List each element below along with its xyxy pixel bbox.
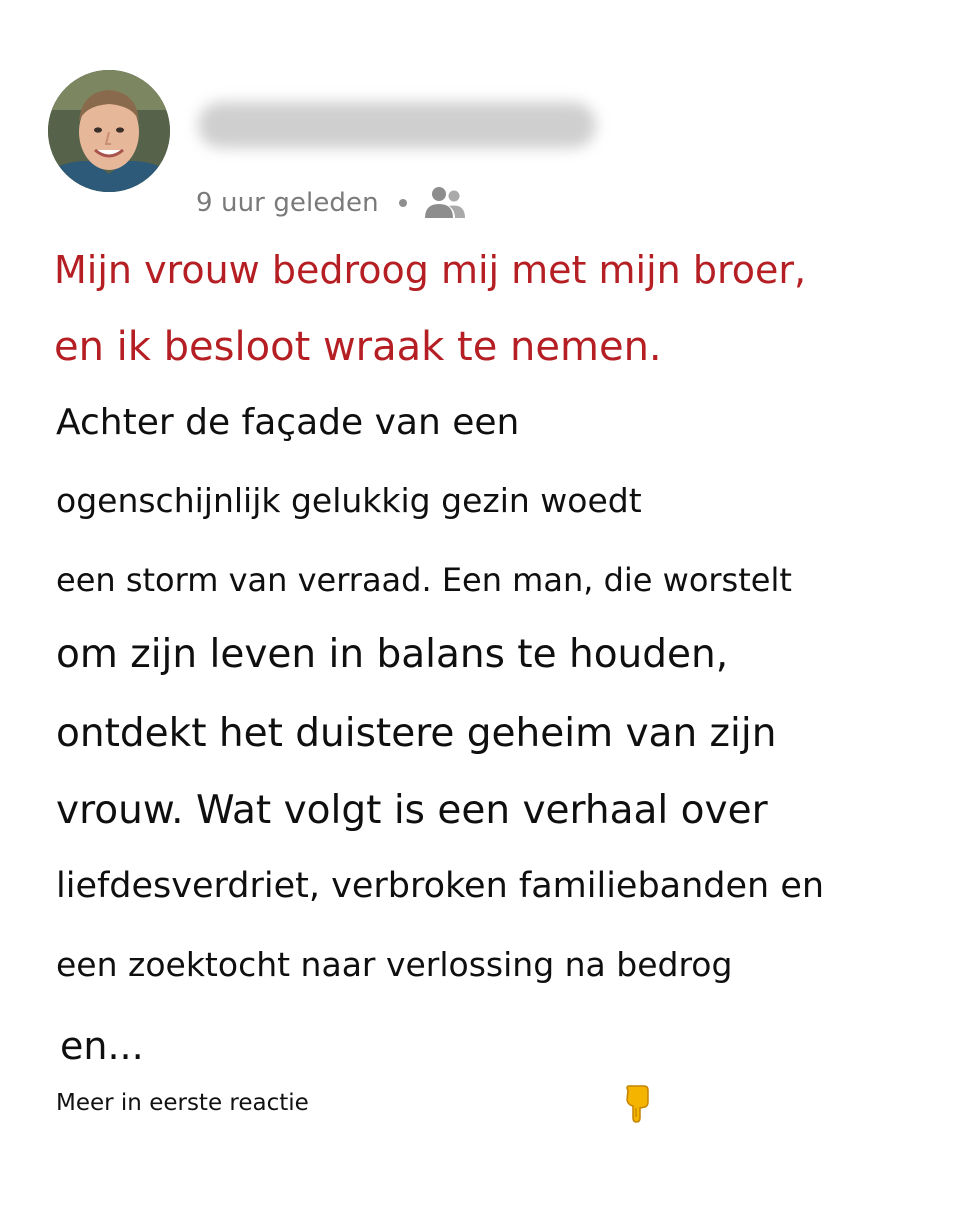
footer-note: Meer in eerste reactie	[56, 1090, 309, 1116]
body-text-line: een storm van verraad. Een man, die worstelt	[56, 561, 792, 599]
body-text-line: en...	[60, 1024, 144, 1068]
pointing-down-icon	[618, 1084, 658, 1124]
post-meta	[196, 184, 467, 222]
body-text-line: liefdesverdriet, verbroken familiebanden en	[56, 866, 825, 906]
body-text-line: een zoektocht naar verlossing na bedrog	[56, 945, 733, 984]
body-text-line: vrouw. Wat volgt is een verhaal over	[56, 788, 768, 833]
avatar-image	[48, 70, 170, 192]
post-timestamp[interactable]: 9 uur geleden	[196, 188, 379, 218]
author-name-blurred[interactable]	[198, 102, 596, 148]
meta-separator-dot	[399, 199, 407, 207]
body-text-line: Achter de façade van een	[56, 402, 520, 443]
avatar[interactable]	[48, 70, 170, 192]
headline-line: Mijn vrouw bedroog mij met mijn broer,	[54, 248, 807, 292]
body-text-line: om zijn leven in balans te houden,	[56, 632, 729, 677]
body-text-line: ontdekt het duistere geheim van zijn	[56, 711, 777, 756]
group-icon[interactable]	[423, 185, 467, 221]
body-text-line: ogenschijnlijk gelukkig gezin woedt	[56, 481, 642, 520]
headline-line: en ik besloot wraak te nemen.	[54, 324, 662, 370]
